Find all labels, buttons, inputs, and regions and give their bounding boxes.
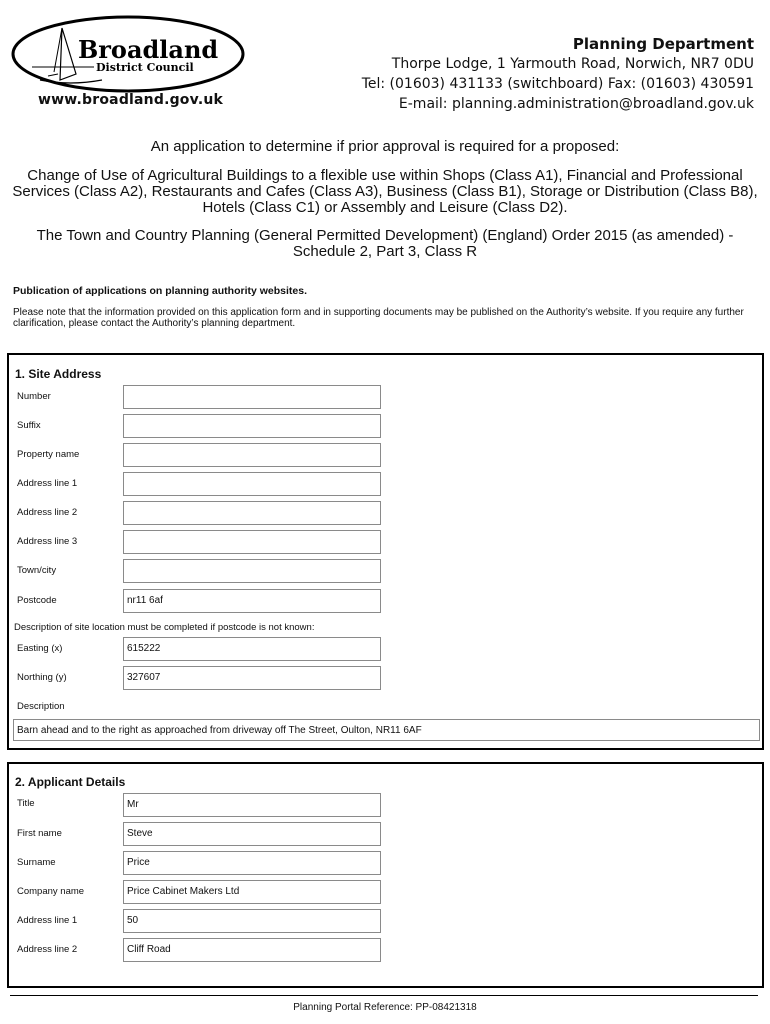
department-contact	[362, 34, 754, 114]
field-label: First name	[17, 828, 62, 839]
applicant-details-section	[7, 762, 764, 988]
site-address-title: 1. Site Address	[15, 367, 102, 381]
field-label: Surname	[17, 857, 56, 868]
logo-name: Broadland	[78, 35, 219, 64]
location-note: Description of site location must be completed if postcode is not known:	[14, 622, 315, 633]
department-email: E-mail: planning.administration@broadland.gov.uk	[398, 96, 754, 112]
field-label: Address line 2	[17, 944, 78, 955]
field-label: Address line 1	[17, 915, 78, 926]
suffix-field[interactable]	[123, 414, 381, 438]
field-label: Town/city	[17, 565, 57, 576]
first-name-field[interactable]: Steve	[123, 822, 381, 846]
field-label: Property name	[17, 449, 80, 460]
intro-legislation: The Town and Country Planning (General Permitted Development) (England) Order 2015 (as amended) - Schedule 2, Part 3, Class R	[36, 227, 734, 260]
applicant-details-title: 2. Applicant Details	[15, 775, 126, 789]
portal-reference: Planning Portal Reference: PP-08421318	[293, 1002, 477, 1013]
logo-subtitle: District Council	[96, 61, 194, 74]
field-label: Easting (x)	[17, 643, 63, 654]
intro-use-classes: Change of Use of Agricultural Buildings to a flexible use within Shops (Class A1), Financial and Professional Services (Class A2), Restaurants and Cafes (Class A3), Business (Class B1), Storage or Distribution (Class B8), Hotels (Class C1) or Assembly and Leisure (Class D2).	[12, 167, 758, 216]
applicant-address-line-1-field[interactable]: 50	[123, 909, 381, 933]
postcode-field[interactable]: nr11 6af	[123, 589, 381, 613]
address-line-3-field[interactable]	[123, 530, 381, 554]
number-field[interactable]	[123, 385, 381, 409]
intro-heading: An application to determine if prior approval is required for a proposed:	[150, 138, 620, 155]
site-description-field[interactable]: Barn ahead and to the right as approached from driveway off The Street, Oulton, NR11 6AF	[13, 719, 760, 741]
field-label: Postcode	[17, 595, 57, 606]
title-field[interactable]: Mr	[123, 793, 381, 817]
field-label: Address line 2	[17, 507, 78, 518]
northing-field[interactable]: 327607	[123, 666, 381, 690]
field-label: Address line 3	[17, 536, 78, 547]
address-line-2-field[interactable]	[123, 501, 381, 525]
field-label: Company name	[17, 886, 85, 897]
broadland-logo	[10, 14, 246, 102]
department-phone: Tel: (01603) 431133 (switchboard) Fax: (01603) 430591	[361, 76, 754, 92]
website-url: www.broadland.gov.uk	[38, 92, 224, 108]
town-city-field[interactable]	[123, 559, 381, 583]
field-label: Number	[17, 391, 51, 402]
easting-field[interactable]: 615222	[123, 637, 381, 661]
address-line-1-field[interactable]	[123, 472, 381, 496]
department-address: Thorpe Lodge, 1 Yarmouth Road, Norwich, NR7 0DU	[391, 56, 754, 72]
field-label: Address line 1	[17, 478, 78, 489]
property-name-field[interactable]	[123, 443, 381, 467]
field-label: Title	[17, 798, 35, 809]
field-label: Suffix	[17, 420, 41, 431]
footer-divider	[10, 995, 758, 996]
department-title: Planning Department	[572, 35, 754, 53]
site-address-section	[7, 353, 764, 750]
applicant-address-line-2-field[interactable]: Cliff Road	[123, 938, 381, 962]
surname-field[interactable]: Price	[123, 851, 381, 875]
field-label: Description	[17, 701, 65, 712]
publication-text: Please note that the information provided on this application form and in supporting documents may be published on the Authority’s website. If you require any further clarification, please contact the Authority’s planning department.	[13, 307, 744, 329]
field-label: Northing (y)	[17, 672, 67, 683]
company-name-field[interactable]: Price Cabinet Makers Ltd	[123, 880, 381, 904]
publication-title: Publication of applications on planning authority websites.	[13, 285, 308, 297]
